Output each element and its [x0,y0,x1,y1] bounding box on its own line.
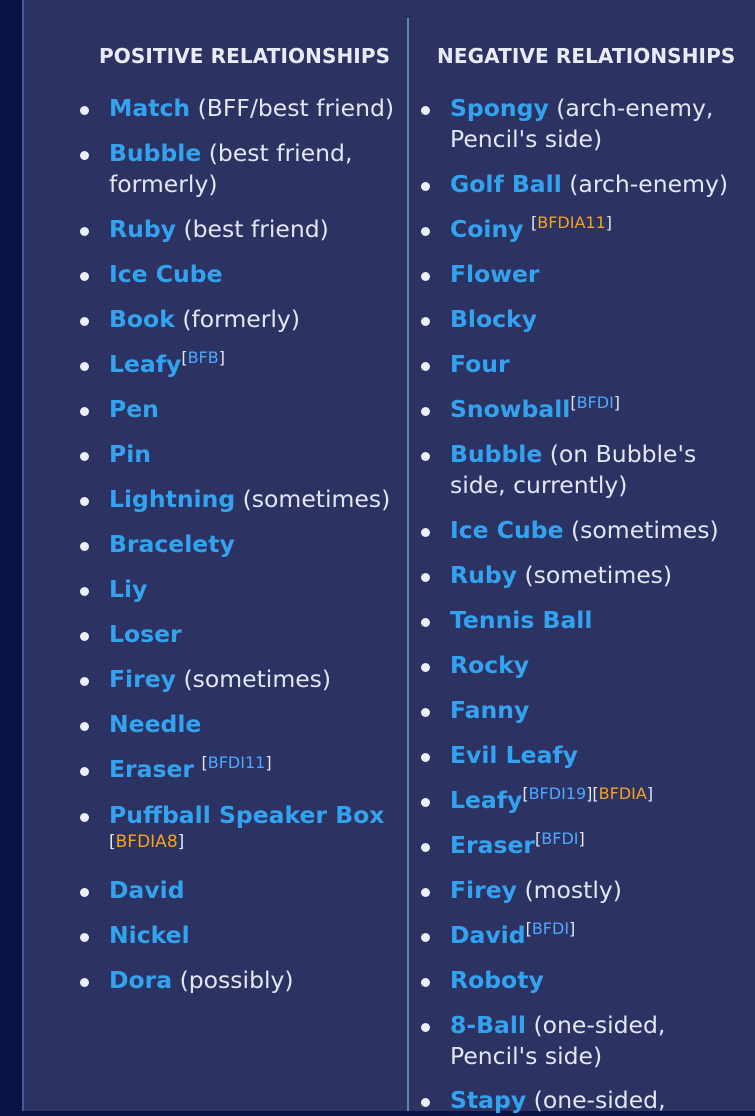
bullet-icon [421,528,430,537]
list-item [421,394,751,425]
relationship-note: (best friend) [183,215,329,243]
relationship-note: (one-sided, Pencil's side) [450,1011,666,1070]
character-link-eraser[interactable]: Eraser [109,755,195,783]
character-link-match[interactable]: Match [109,94,191,122]
bullet-icon [421,798,430,807]
bullet-icon [80,227,89,236]
relationship-note: (formerly) [182,305,301,333]
list-item [421,259,751,290]
relationship-note: (on Bubble's side, currently) [450,440,697,499]
bullet-icon [421,663,430,672]
character-link-loser[interactable]: Loser [109,620,182,648]
list-item [421,169,751,200]
list-item [80,484,400,515]
character-link-blocky[interactable]: Blocky [450,305,537,333]
relationship-note: (BFF/best friend) [197,94,395,122]
list-item [80,259,400,290]
character-link-pen[interactable]: Pen [109,395,159,423]
relationship-note: (sometimes) [183,665,332,693]
character-link-book[interactable]: Book [109,305,175,333]
list-item [80,920,400,951]
list-item [80,619,400,650]
bullet-icon [421,843,430,852]
reference-link[interactable]: BFDI19 [528,784,587,804]
bullet-icon [421,407,430,416]
bullet-icon [80,407,89,416]
list-item [421,695,751,726]
character-link-flower[interactable]: Flower [450,260,540,288]
list-item [80,529,400,560]
bullet-icon [80,933,89,942]
relationship-note: (sometimes) [524,561,673,589]
bullet-icon [80,632,89,641]
bullet-icon [421,708,430,717]
list-item [80,664,400,695]
relationship-note: (best friend, formerly) [109,139,353,198]
character-link-dora[interactable]: Dora [109,966,173,994]
list-item [80,394,400,425]
reference-link[interactable]: BFDI [531,919,570,939]
bullet-icon [421,933,430,942]
list-item [80,709,400,740]
list-item [80,349,400,380]
list-item [421,875,751,906]
list-item [421,560,751,591]
list-item [80,875,400,906]
character-link-leafy[interactable]: Leafy [109,350,182,378]
positive-relationships-heading: POSITIVE RELATIONSHIPS [99,44,391,68]
list-item [421,439,751,501]
reference-tag: [BFDI19][BFDIA] [522,784,654,804]
bullet-icon [421,1023,430,1032]
bullet-icon [421,573,430,582]
reference-link[interactable]: BFDIA [598,784,647,804]
column-divider [407,18,409,1111]
reference-tag: [BFDI11] [201,753,272,773]
reference-link[interactable]: BFDI [541,829,579,849]
reference-link[interactable]: BFDIA11 [537,213,606,233]
reference-link[interactable]: BFDI [576,393,614,413]
list-item [421,214,751,245]
relationships-panel [22,0,755,1114]
bullet-icon [421,978,430,987]
bullet-icon [421,1098,430,1107]
bullet-icon [421,106,430,115]
bullet-icon [80,677,89,686]
reference-tag: [BFDI] [535,829,585,849]
bullet-icon [80,767,89,776]
bullet-icon [80,362,89,371]
list-item [80,439,400,470]
bullet-icon [80,151,89,160]
character-link-nickel[interactable]: Nickel [109,921,190,949]
list-item [421,785,751,816]
list-item [421,740,751,771]
character-link-ice-cube[interactable]: Ice Cube [109,260,223,288]
bullet-icon [421,317,430,326]
bullet-icon [421,888,430,897]
relationship-note: (arch-enemy) [569,170,729,198]
character-link-firey[interactable]: Firey [109,665,176,693]
list-item [80,304,400,335]
list-item [421,304,751,335]
relationship-note: (sometimes) [242,485,391,513]
reference-link[interactable]: BFB [187,348,219,368]
character-link-david[interactable]: David [109,876,185,904]
character-link-spongy[interactable]: Spongy [450,94,549,122]
reference-tag: [BFDIA11] [530,213,613,233]
character-link-ruby[interactable]: Ruby [109,215,176,243]
reference-tag: [BFDIA8] [109,832,185,852]
character-link-snowball[interactable]: Snowball [450,395,571,423]
character-link-firey[interactable]: Firey [450,876,517,904]
list-item [421,650,751,681]
character-link-david[interactable]: David [450,921,526,949]
list-item [80,754,400,785]
relationship-note: (mostly) [524,876,622,904]
character-link-lightning[interactable]: Lightning [109,485,236,513]
character-link-pin[interactable]: Pin [109,440,152,468]
bullet-icon [80,722,89,731]
relationship-note: (one-sided, [533,1086,666,1114]
reference-link[interactable]: BFDIA8 [115,832,178,852]
bullet-icon [80,813,89,822]
bullet-icon [80,978,89,987]
character-link-stapy[interactable]: Stapy [450,1086,527,1114]
list-item [421,1010,751,1072]
reference-tag: [BFDI] [570,393,621,413]
list-item [421,1085,751,1116]
relationship-note: (possibly) [179,966,294,994]
list-item [421,349,751,380]
character-link-fanny[interactable]: Fanny [450,696,530,724]
character-link-eraser[interactable]: Eraser [450,831,536,859]
list-item [421,965,751,996]
character-link-bubble[interactable]: Bubble [450,440,543,468]
list-item [80,214,400,245]
list-item [421,605,751,636]
bullet-icon [421,753,430,762]
character-link-golf-ball[interactable]: Golf Ball [450,170,562,198]
bullet-icon [80,542,89,551]
negative-relationships-heading: NEGATIVE RELATIONSHIPS [437,44,736,68]
list-item [80,800,400,853]
bullet-icon [421,272,430,281]
list-item [80,138,400,200]
bullet-icon [80,888,89,897]
bullet-icon [80,272,89,281]
character-link-leafy[interactable]: Leafy [450,786,523,814]
bullet-icon [80,317,89,326]
character-link-rocky[interactable]: Rocky [450,651,530,679]
character-link-bracelety[interactable]: Bracelety [109,530,235,558]
character-link-tennis-ball[interactable]: Tennis Ball [450,606,593,634]
list-item [80,93,400,124]
bullet-icon [421,182,430,191]
bullet-icon [80,497,89,506]
list-item [421,920,751,951]
list-item [80,965,400,996]
character-link-needle[interactable]: Needle [109,710,202,738]
list-item [80,574,400,605]
relationship-note: (arch-enemy, Pencil's side) [450,94,714,153]
character-link-8-ball[interactable]: 8-Ball [450,1011,526,1039]
character-link-puffball-speaker-box[interactable]: Puffball Speaker Box [109,801,385,829]
reference-tag: [BFB] [181,348,225,368]
bullet-icon [421,362,430,371]
character-link-evil-leafy[interactable]: Evil Leafy [450,741,578,769]
relationship-note: (sometimes) [571,516,719,544]
bullet-icon [80,452,89,461]
character-link-coiny[interactable]: Coiny [450,215,524,243]
bullet-icon [80,587,89,596]
character-link-ruby[interactable]: Ruby [450,561,517,589]
reference-tag: [BFDI] [525,919,576,939]
character-link-bubble[interactable]: Bubble [109,139,202,167]
bullet-icon [421,227,430,236]
list-item [421,515,751,546]
bullet-icon [421,452,430,461]
character-link-liy[interactable]: Liy [109,575,148,603]
character-link-four[interactable]: Four [450,350,510,378]
reference-link[interactable]: BFDI11 [207,753,266,773]
character-link-roboty[interactable]: Roboty [450,966,544,994]
bullet-icon [421,618,430,627]
character-link-ice-cube[interactable]: Ice Cube [450,516,564,544]
list-item [421,93,751,155]
bullet-icon [80,106,89,115]
list-item [421,830,751,861]
